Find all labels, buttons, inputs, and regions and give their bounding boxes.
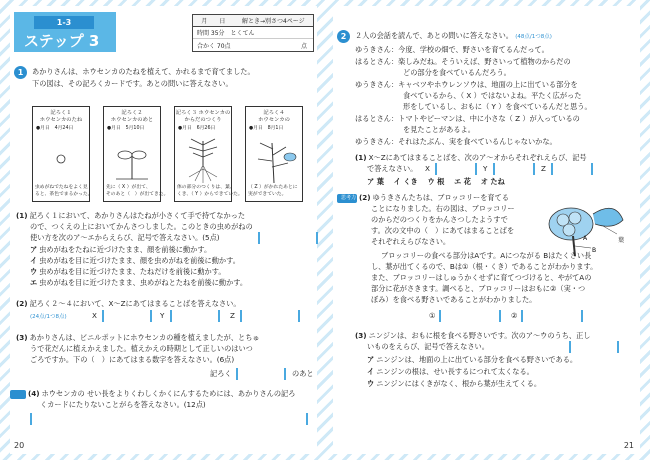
- left-page: [10, 6, 317, 454]
- q2-p2-para5: ぼみ）を食べる野さいであることがわかりました。: [371, 295, 537, 304]
- dialogue-2: はるとさん：楽しみだね。そういえば、野さいって植物のからだの: [355, 57, 571, 66]
- q1-p1-line3: 使い方を次のア〜エからえらび、記号で答えなさい。(5点): [30, 233, 220, 242]
- page-number-left: 20: [14, 441, 25, 450]
- dialogue-4-cont: を見たことがあるよ。: [403, 125, 475, 134]
- unit-number: 1-3: [34, 16, 94, 29]
- q1-p1-answer-box[interactable]: [258, 232, 318, 244]
- q2-p2-para4: 部分に花がさきます。調べると、ブロッコリーはおもに②（実・つ: [371, 284, 586, 293]
- score-box: [192, 14, 314, 52]
- date-label: 月 日: [201, 18, 226, 25]
- dialogue-3-cont1: 食べているから、（ X ）ではないよね。平たく広がった: [403, 91, 582, 100]
- q1-p3-answer-box[interactable]: [236, 368, 286, 380]
- question-2-number: 2: [337, 30, 350, 43]
- choice-i: イ 虫めがねを目に近づけたまま、顔を虫めがねを前後に動かす。: [30, 256, 240, 265]
- q2-p2-line2: ことになりました。右の図は、ブロッコリー: [371, 204, 515, 213]
- record-card-4: 記ろく４ ホウセンカの ●月日 8月1日 （ Z ）がかれたあとに 実ができていた。: [245, 106, 303, 202]
- sprout-icon: [104, 139, 160, 183]
- options-row: ア 葉 イ くき ウ 根 エ 花 オ たね: [367, 177, 505, 186]
- q1-p2-line: (2) 記ろく２〜４において、X〜Zにあてはまることばを答えなさい。: [16, 299, 241, 308]
- dialogue-2-cont: どの部分を食べているんだろう。: [403, 68, 511, 77]
- q2-p2-line3: のからだのつくりをかんさつしたようすで: [371, 215, 508, 224]
- q1-intro-line2: 下の図は、その記ろくカードです。あとの問いに答えなさい。: [32, 79, 233, 88]
- q2-y-label: Y: [483, 164, 488, 173]
- score-unit: 点: [300, 42, 307, 50]
- pass-score: 合かく 70点: [197, 42, 231, 50]
- answer-y[interactable]: [170, 310, 220, 322]
- blank-2-label: ②: [511, 311, 518, 320]
- q2-p3-line1: (3) ニンジンは、おもに根を食べる野さいです。次のア〜ウのうち、正し: [355, 331, 591, 340]
- q2-p1-line1: (1) X〜Zにあてはまることばを、次のア〜オからそれぞれえらび、記号: [355, 153, 587, 162]
- q2-p2-para2: し、葉が出てくるので、Bは①（根・くき）であることがわかります。: [371, 262, 598, 271]
- withered-plant-icon: [246, 135, 302, 185]
- answer-x[interactable]: [102, 310, 152, 322]
- q1-p4-answer-box[interactable]: [30, 413, 308, 425]
- q1-p1-line2: ので、つくえの上においてかんさつしました。このときの虫めがねの: [30, 222, 253, 231]
- label-leaf: 葉: [618, 237, 625, 244]
- q2-p3-choice-i: イ ニンジンの根は、せい長するにつれて太くなる。: [367, 367, 534, 376]
- q2-p3-choice-u: ウ ニンジンにはくきがなく、根から葉が生えてくる。: [367, 379, 542, 388]
- dialogue-5: ゆうきさん：それはたぶん、実を食べているんじゃないかな。: [355, 137, 557, 146]
- answer-page-label: 解とき→別さつ4ページ: [241, 18, 305, 25]
- q2-answer-y[interactable]: [493, 163, 535, 175]
- plant-roots-icon: [175, 135, 231, 185]
- q2-p3-line2: いものをえらび、記号で答えなさい。: [367, 342, 489, 351]
- q1-p1-line1: (1) 記ろく１において、あかりさんはたねが小さくて手で持てなかった: [16, 211, 246, 220]
- answer-z[interactable]: [240, 310, 300, 322]
- q1-p2-points: (24点/1つ8点): [30, 314, 67, 320]
- q1-p2-y-label: Y: [160, 311, 165, 320]
- dialogue-3: ゆうきさん：キャベツやホウレンソウは、地面の上に出ている部分を: [355, 80, 578, 89]
- score-label: とくてん: [230, 30, 255, 37]
- q2-p2-para3: また、ブロッコリーはしゅうかくせずに育てつづけると、やがてAの: [371, 273, 592, 282]
- label-b: B: [592, 247, 597, 254]
- thinking-tag-label: 思考力: [341, 195, 357, 201]
- q1-p2-x-label: X: [92, 311, 97, 320]
- record-card-1: 記ろく１ ホウセンカのたね ●月日 4月24日 虫めがねでたねをよく見 ると、茶色でまるかった。: [32, 106, 90, 202]
- choice-a: ア 虫めがねをたねに近づけたまま、顔を前後に動かす。: [30, 245, 212, 254]
- q1-p2-z-label: Z: [230, 311, 235, 320]
- record-card-2: 記ろく２ ホウセンカのめと ●月日 5月10日 先に（ X ）が出て、 そのあと（ ）が出てきた。: [103, 106, 161, 202]
- seed-icon: [33, 139, 89, 179]
- dialogue-3-cont2: 形をしているし、おもに（ Y ）を食べているんだと思う。: [403, 102, 592, 111]
- choice-e: エ 虫めがねを目に近づけたまま、虫めがねとたねを前後に動かす。: [30, 278, 248, 287]
- q2-p1-line2: で答えなさい。: [367, 164, 418, 173]
- q1-p3-line3: ごろですか。下の（ ）にあてはまる数字を答えなさい。(6点): [30, 355, 235, 364]
- q1-intro-line1: あかりさんは、ホウセンカのたねを植えて、かれるまで育てました。: [32, 67, 255, 76]
- dialogue-1: ゆうきさん：今度、学校の畑で、野さいを育てるんだって。: [355, 45, 549, 54]
- label-a: A: [583, 235, 588, 242]
- q2-p2-line5: それぞれえらびなさい。: [371, 237, 451, 246]
- answer-blank-2[interactable]: [521, 310, 583, 322]
- dialogue-4: はるとさん：トマトやピーマンは、中に小さな（ Z ）が入っているの: [355, 114, 580, 123]
- q1-p4-line1: (4) ホウセンカの せい長をよりくわしくかくにんするためには、あかりさんの記ろ: [28, 389, 296, 398]
- time-limit: 時間 35分: [197, 30, 225, 37]
- q2-x-label: X: [425, 164, 430, 173]
- choice-u: ウ 虫めがねを目に近づけたまま、たねだけを前後に動かす。: [30, 267, 226, 276]
- step-header: [14, 12, 116, 52]
- q1-p3-suffix: のあと: [292, 369, 314, 378]
- blank-1-label: ①: [429, 311, 436, 320]
- q2-p2-line4: す。次の文中の（ ）にあてはまることばを: [371, 226, 515, 235]
- q1-p3-prefix: 記ろく: [210, 369, 232, 378]
- writing-icon: [10, 390, 26, 399]
- q1-p4-line2: くカードにたりないことがらを答えなさい。(12点): [40, 400, 206, 409]
- q2-answer-z[interactable]: [551, 163, 593, 175]
- q2-p3-answer-box[interactable]: [569, 341, 619, 353]
- question-1-number: 1: [14, 66, 27, 79]
- q1-p3-line2: うで花だんに植えかえました。植えかえの時期として正しいのはいつ: [30, 344, 253, 353]
- q1-p3-line1: (3) あかりさんは、ビニルポットにホウセンカの種を植えましたが、とちゅ: [16, 333, 260, 342]
- q2-answer-x[interactable]: [435, 163, 477, 175]
- q2-z-label: Z: [541, 164, 546, 173]
- q2-intro: ２人の会話を読んで、あとの問いに答えなさい。 (48点/1つ8点): [355, 31, 552, 40]
- answer-blank-1[interactable]: [439, 310, 501, 322]
- q2-p3-choice-a: ア ニンジンは、地面の上に出ている部分を食べる野さいである。: [367, 355, 578, 364]
- record-card-3: 記ろく３ ホウセンカの からだのつくり ●月日 6月26日 体の部分のつくりは、葉、 くき、（ Y ）からできていた。: [174, 106, 232, 202]
- q2-p2-para1: ブロッコリーの食べる部分はAです。Aにつながる Bはたくさい長: [381, 251, 592, 260]
- step-title: ステップ 3: [24, 32, 100, 50]
- page-number-right: 21: [623, 441, 634, 450]
- right-page: [333, 6, 640, 454]
- q2-p2-line1: (2) ゆうきさんたちは、ブロッコリーを育てる: [359, 193, 509, 202]
